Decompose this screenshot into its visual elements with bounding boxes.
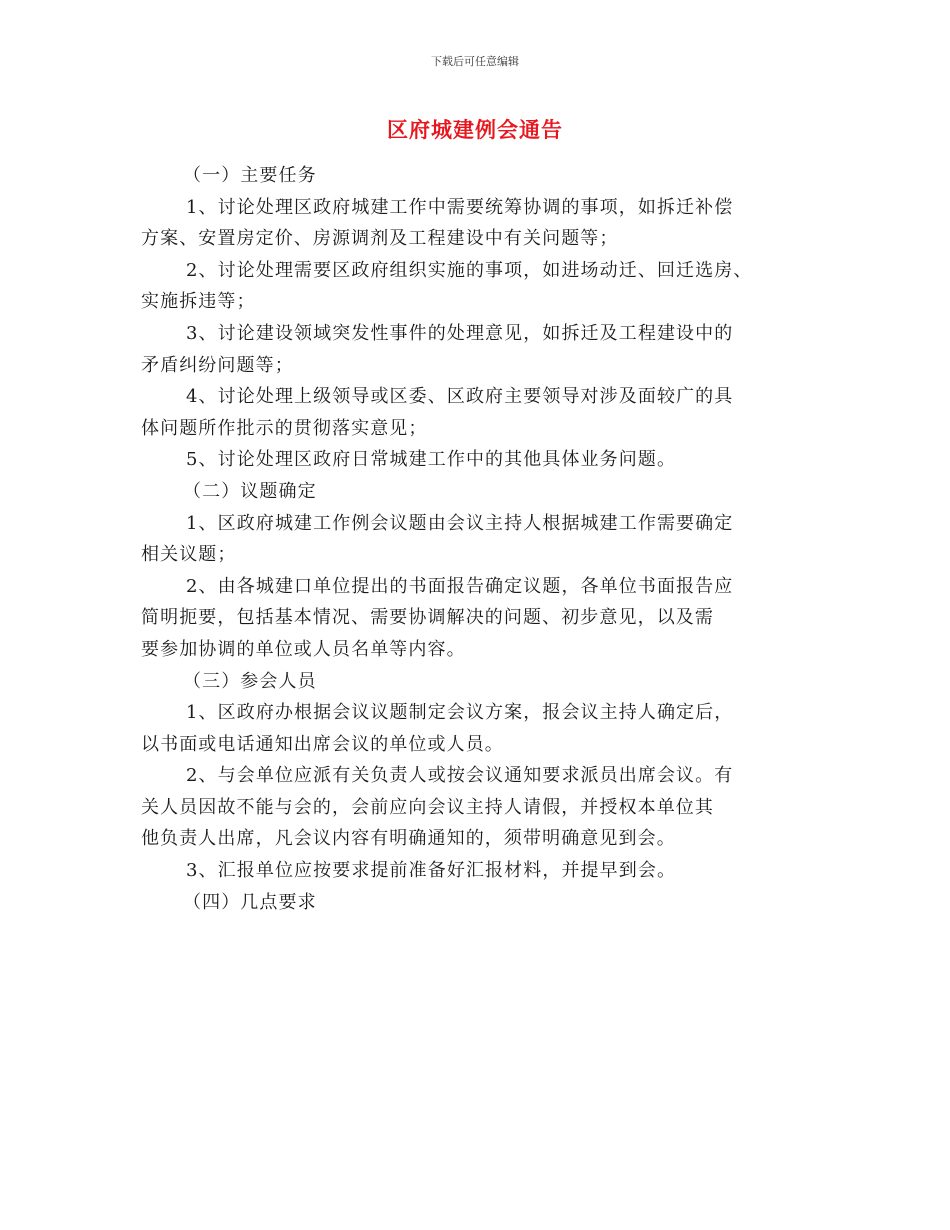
paragraph-line: 1、区政府办根据会议议题制定会议方案，报会议主持人确定后， <box>186 702 734 724</box>
paragraph-line: 关人员因故不能与会的，会前应向会议主持人请假，并授权本单位其 <box>141 796 714 818</box>
paragraph-line: 方案、安置房定价、房源调剂及工程建设中有关问题等； <box>141 228 619 250</box>
paragraph-line: 2、与会单位应派有关负责人或按会议通知要求派员出席会议。有 <box>186 765 734 787</box>
paragraph-line: 要参加协调的单位或人员名单等内容。 <box>141 638 466 660</box>
document-title: 区府城建例会通告 <box>387 118 563 142</box>
paragraph-line: 实施拆违等； <box>141 291 256 313</box>
paragraph-line: 以书面或电话通知出席会议的单位或人员。 <box>141 733 504 755</box>
paragraph-line: 3、讨论建设领域突发性事件的处理意见，如拆迁及工程建设中的 <box>186 322 734 344</box>
section-heading: （二）议题确定 <box>183 480 317 502</box>
paragraph-line: 2、讨论处理需要区政府组织实施的事项，如进场动迁、回迁选房、 <box>186 259 753 281</box>
paragraph-line: 1、区政府城建工作例会议题由会议主持人根据城建工作需要确定 <box>186 512 734 534</box>
paragraph-line: 3、汇报单位应按要求提前准备好汇报材料，并提早到会。 <box>186 860 677 882</box>
paragraph-line: 简明扼要，包括基本情况、需要协调解决的问题、初步意见，以及需 <box>141 607 714 629</box>
paragraph-line: 相关议题； <box>141 544 237 566</box>
paragraph-line: 4、讨论处理上级领导或区委、区政府主要领导对涉及面较广的具 <box>186 386 734 408</box>
paragraph-line: 5、讨论处理区政府日常城建工作中的其他具体业务问题。 <box>186 449 677 471</box>
section-heading: （四）几点要求 <box>183 891 317 913</box>
paragraph-line: 他负责人出席，凡会议内容有明确通知的，须带明确意见到会。 <box>141 828 676 850</box>
header-note: 下载后可任意编辑 <box>431 55 519 68</box>
paragraph-line: 矛盾纠纷问题等； <box>141 354 294 376</box>
section-heading: （一）主要任务 <box>183 165 317 186</box>
document-body <box>141 160 811 918</box>
section-heading: （三）参会人员 <box>183 670 317 692</box>
paragraph-line: 体问题所作批示的贯彻落实意见； <box>141 417 428 439</box>
paragraph-line: 2、由各城建口单位提出的书面报告确定议题，各单位书面报告应 <box>186 575 734 597</box>
paragraph-line: 1、讨论处理区政府城建工作中需要统筹协调的事项，如拆迁补偿 <box>186 196 734 218</box>
